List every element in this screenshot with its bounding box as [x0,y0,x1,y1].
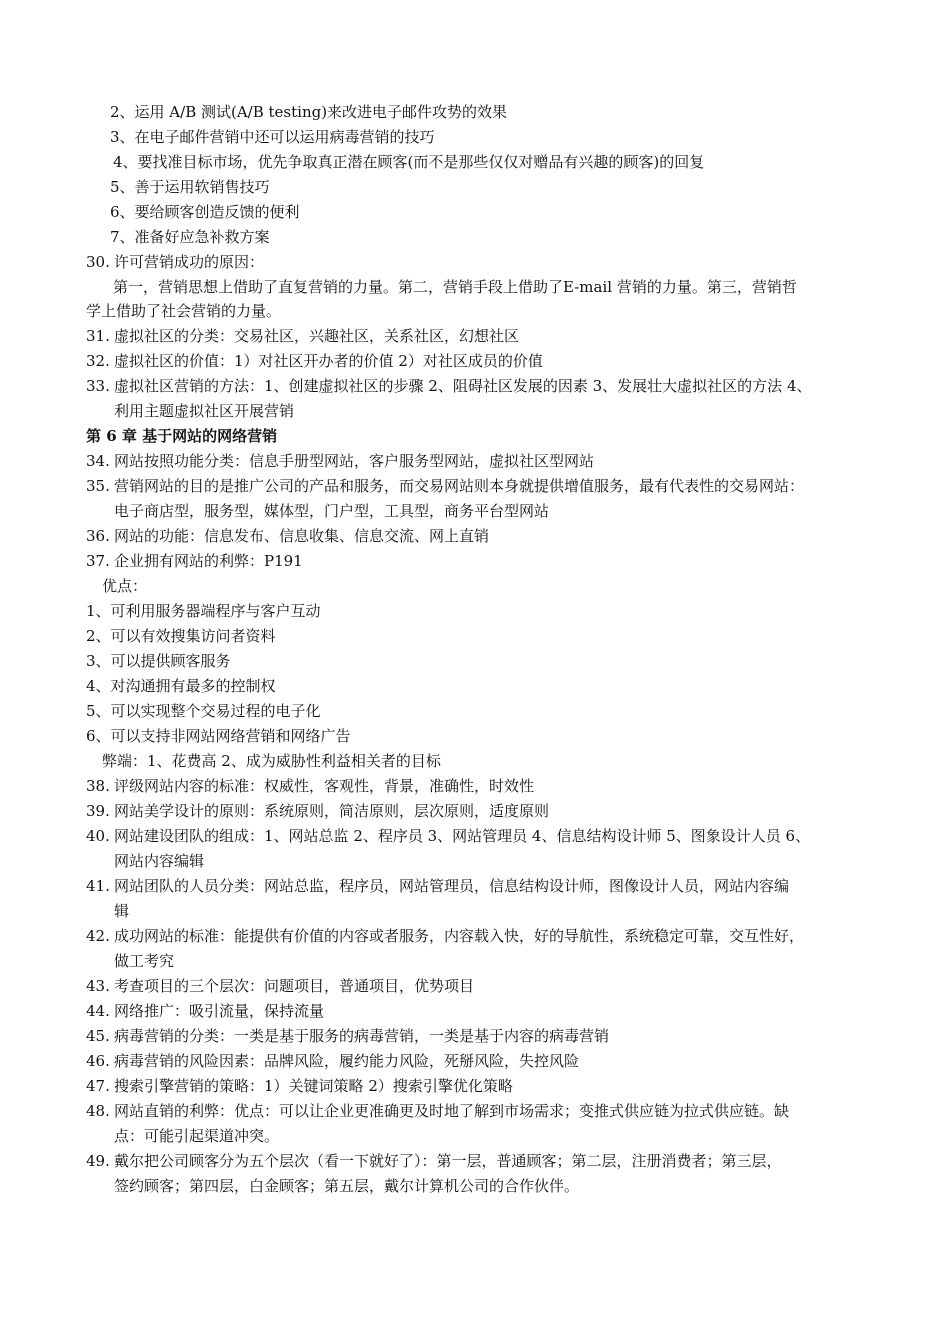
item-number: 45. [86,1027,110,1045]
advantage-item-3: 3、可以提供顾客服务 [86,652,231,670]
item-text: 成功网站的标准：能提供有价值的内容或者服务，内容载入快，好的导航性，系统稳定可靠，交互性好， [114,927,805,945]
advantages-label: 优点： [102,577,148,595]
item-number: 38. [86,777,110,795]
list-item-37 [86,549,303,573]
sub-item-4: 4、要找准目标市场，优先争取真正潜在顾客(而不是那些仅仅对赠品有兴趣的顾客)的回复 [113,153,705,171]
list-item-31 [86,324,519,348]
item-number: 48. [86,1102,110,1120]
item-number: 37. [86,552,110,570]
item-text: 戴尔把公司顾客分为五个层次（看一下就好了）：第一层，普通顾客；第二层，注册消费者；第三层， [114,1152,782,1170]
item-49-line2: 签约顾客；第四层，白金顾客；第五层，戴尔计算机公司的合作伙伴。 [114,1177,580,1195]
item-text: 网站按照功能分类：信息手册型网站，客户服务型网站，虚拟社区型网站 [114,452,595,470]
list-item-32 [86,349,543,373]
list-item-48 [86,1099,789,1123]
item-text: 虚拟社区的分类：交易社区，兴趣社区，关系社区，幻想社区 [114,327,520,345]
advantage-item-4: 4、对沟通拥有最多的控制权 [86,677,276,695]
item-text: 虚拟社区的价值：1）对社区开办者的价值 2）对社区成员的价值 [114,352,543,370]
item-number: 41. [86,877,110,895]
item-number: 49. [86,1152,110,1170]
sub-item-7: 7、准备好应急补救方案 [110,228,270,246]
item-number: 39. [86,802,110,820]
item-text: 病毒营销的分类：一类是基于服务的病毒营销，一类是基于内容的病毒营销 [114,1027,610,1045]
item-number: 34. [86,452,110,470]
item-number: 30. [86,253,110,271]
list-item-49 [86,1149,782,1173]
sub-item-6: 6、要给顾客创造反馈的便利 [110,203,300,221]
item-text: 营销网站的目的是推广公司的产品和服务，而交易网站则本身就提供增值服务，最有代表性的交易网站： [114,477,805,495]
advantage-item-5: 5、可以实现整个交易过程的电子化 [86,702,321,720]
item-41-line2: 辑 [114,902,130,920]
item-33-line2: 利用主题虚拟社区开展营销 [114,402,295,420]
item-number: 36. [86,527,110,545]
item-number: 44. [86,1002,110,1020]
item-number: 46. [86,1052,110,1070]
list-item-38 [86,774,534,798]
item-40-line2: 网站内容编辑 [114,852,205,870]
list-item-43 [86,974,474,998]
item-number: 42. [86,927,110,945]
list-item-39 [86,799,549,823]
item-30-paragraph-line1: 第一，营销思想上借助了直复营销的力量。第二，营销手段上借助了E-mail 营销的力量。第三，营销哲 [113,278,797,296]
item-text: 网站的功能：信息发布、信息收集、信息交流、网上直销 [114,527,490,545]
item-text: 考查项目的三个层次：问题项目，普通项目，优势项目 [114,977,475,995]
item-text: 网站建设团队的组成：1、网站总监 2、程序员 3、网站管理员 4、信息结构设计师 5、图象设计人员 6、 [114,827,811,845]
item-number: 31. [86,327,110,345]
sub-item-3: 3、在电子邮件营销中还可以运用病毒营销的技巧 [110,128,435,146]
advantage-item-2: 2、可以有效搜集访问者资料 [86,627,276,645]
item-number: 40. [86,827,110,845]
item-text: 网络推广：吸引流量，保持流量 [114,1002,325,1020]
item-30-paragraph-line2: 学上借助了社会营销的力量。 [86,302,282,320]
sub-item-5: 5、善于运用软销售技巧 [110,178,270,196]
item-number: 33. [86,377,110,395]
item-48-line2: 点：可能引起渠道冲突。 [114,1127,280,1145]
sub-item-2: 2、运用 A/B 测试(A/B testing)来改进电子邮件攻势的效果 [110,103,508,121]
item-42-line2: 做工考究 [114,952,175,970]
item-text: 网站直销的利弊：优点：可以让企业更准确更及时地了解到市场需求；变推式供应链为拉式供应链。缺 [114,1102,790,1120]
item-text: 病毒营销的风险因素：品牌风险，履约能力风险，死掰风险，失控风险 [114,1052,580,1070]
advantage-item-6: 6、可以支持非网站网络营销和网络广告 [86,727,351,745]
item-text: 评级网站内容的标准：权威性，客观性，背景，准确性，时效性 [114,777,535,795]
advantage-item-1: 1、可利用服务器端程序与客户互动 [86,602,321,620]
item-text: 网站美学设计的原则：系统原则，简洁原则，层次原则，适度原则 [114,802,550,820]
item-text: 企业拥有网站的利弊：P191 [114,552,303,570]
item-text: 搜索引擎营销的策略：1）关键词策略 2）搜索引擎优化策略 [114,1077,513,1095]
item-text: 虚拟社区营销的方法：1、创建虚拟社区的步骤 2、阻碍社区发展的因素 3、发展壮大虚拟社区的方法 4、 [114,377,812,395]
list-item-41 [86,874,789,898]
chapter-heading: 第 6 章 基于网站的网络营销 [86,427,278,445]
item-number: 32. [86,352,110,370]
list-item-47 [86,1074,513,1098]
item-text: 许可营销成功的原因： [114,253,265,271]
item-number: 35. [86,477,110,495]
disadvantages-line: 弊端：1、花费高 2、成为威胁性利益相关者的目标 [102,752,441,770]
list-item-44 [86,999,324,1023]
list-item-36 [86,524,489,548]
list-item-46 [86,1049,579,1073]
item-number: 47. [86,1077,110,1095]
item-number: 43. [86,977,110,995]
list-item-35 [86,474,804,498]
list-item-30 [86,250,264,274]
list-item-33 [86,374,811,398]
list-item-40 [86,824,810,848]
list-item-42 [86,924,804,948]
list-item-45 [86,1024,609,1048]
item-35-line2: 电子商店型，服务型，媒体型，门户型，工具型，商务平台型网站 [114,502,550,520]
list-item-34 [86,449,594,473]
item-text: 网站团队的人员分类：网站总监，程序员，网站管理员，信息结构设计师，图像设计人员，网站内容编 [114,877,790,895]
